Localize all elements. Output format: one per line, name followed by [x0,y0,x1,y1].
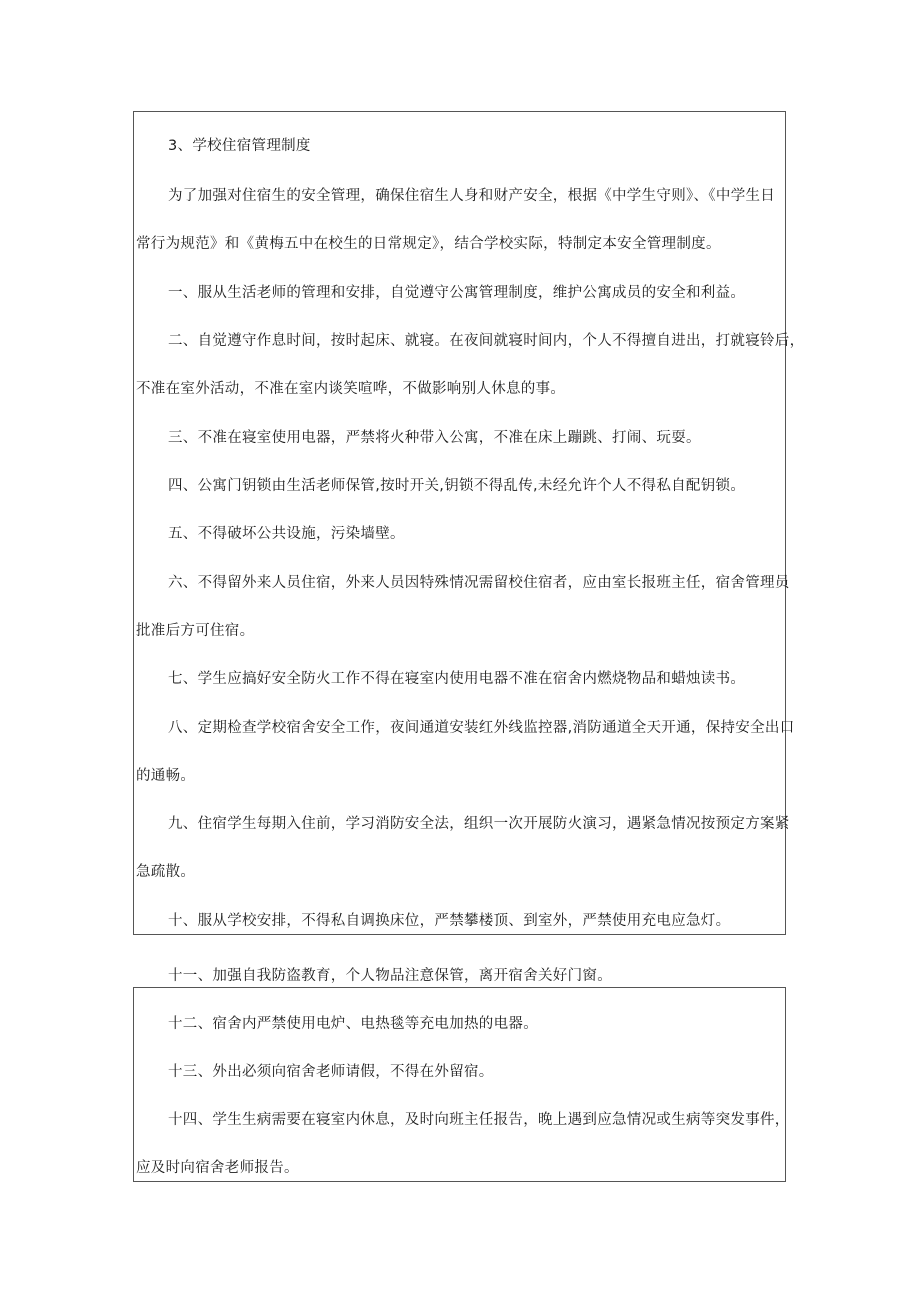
rule-14-line-1: 十四、学生生病需要在寝室内休息，及时向班主任报告，晚上遇到应急情况或生病等突发事件， [168,1112,790,1128]
rule-5: 五、不得破坏公共设施，污染墙壁。 [168,526,405,542]
rule-4: 四、公寓门钥锁由生活老师保管,按时开关,钥锁不得乱传,未经允许个人不得私自配钥锁。 [168,478,746,494]
rule-8-line-2: 的通畅。 [136,768,196,784]
rule-12: 十二、宿舍内严禁使用电炉、电热毯等充电加热的电器。 [168,1016,538,1032]
rule-14-line-2: 应及时向宿舍老师报告。 [136,1160,299,1176]
rule-10: 十、服从学校安排，不得私自调换床位，严禁攀楼顶、到室外，严禁使用充电应急灯。 [168,913,731,929]
rule-3: 三、不准在寝室使用电器，严禁将火种带入公寓，不准在床上蹦跳、打闹、玩耍。 [168,430,701,446]
rule-9-line-2: 急疏散。 [136,864,196,880]
rule-2-line-2: 不准在室外活动，不准在室内谈笑喧哗，不做影响别人休息的事。 [136,381,566,397]
intro-line-2: 常行为规范》和《黄梅五中在校生的日常规定》，结合学校实际，特制定本安全管理制度。 [136,236,721,252]
rule-8-line-1: 八、定期检查学校宿舍安全工作，夜间通道安装红外线监控器,消防通道全天开通，保持安全出口 [168,720,795,736]
rule-7: 七、学生应搞好安全防火工作不得在寝室内使用电器不准在宿舍内燃烧物品和蜡烛读书。 [168,671,746,687]
rule-2-line-1: 二、自觉遵守作息时间，按时起床、就寝。在夜间就寝时间内，个人不得擅自进出，打就寝铃后， [168,333,805,349]
rule-11: 十一、加强自我防盗教育，个人物品注意保管，离开宿舍关好门窗。 [168,968,612,984]
intro-line-1: 为了加强对住宿生的安全管理，确保住宿生人身和财产安全，根据《中学生守则》、《中学生日 [168,188,776,204]
rule-13: 十三、外出必须向宿舍老师请假，不得在外留宿。 [168,1064,494,1080]
rule-9-line-1: 九、住宿学生每期入住前，学习消防安全法，组织一次开展防火演习，遇紧急情况按预定方案紧 [168,816,790,832]
rule-6-line-2: 批准后方可住宿。 [136,623,255,639]
rule-6-line-1: 六、不得留外来人员住宿，外来人员因特殊情况需留校住宿者，应由室长报班主任，宿舍管理员 [168,575,790,591]
section-title: 3、学校住宿管理制度 [168,138,311,154]
rule-1: 一、服从生活老师的管理和安排，自觉遵守公寓管理制度，维护公寓成员的安全和利益。 [168,285,746,301]
